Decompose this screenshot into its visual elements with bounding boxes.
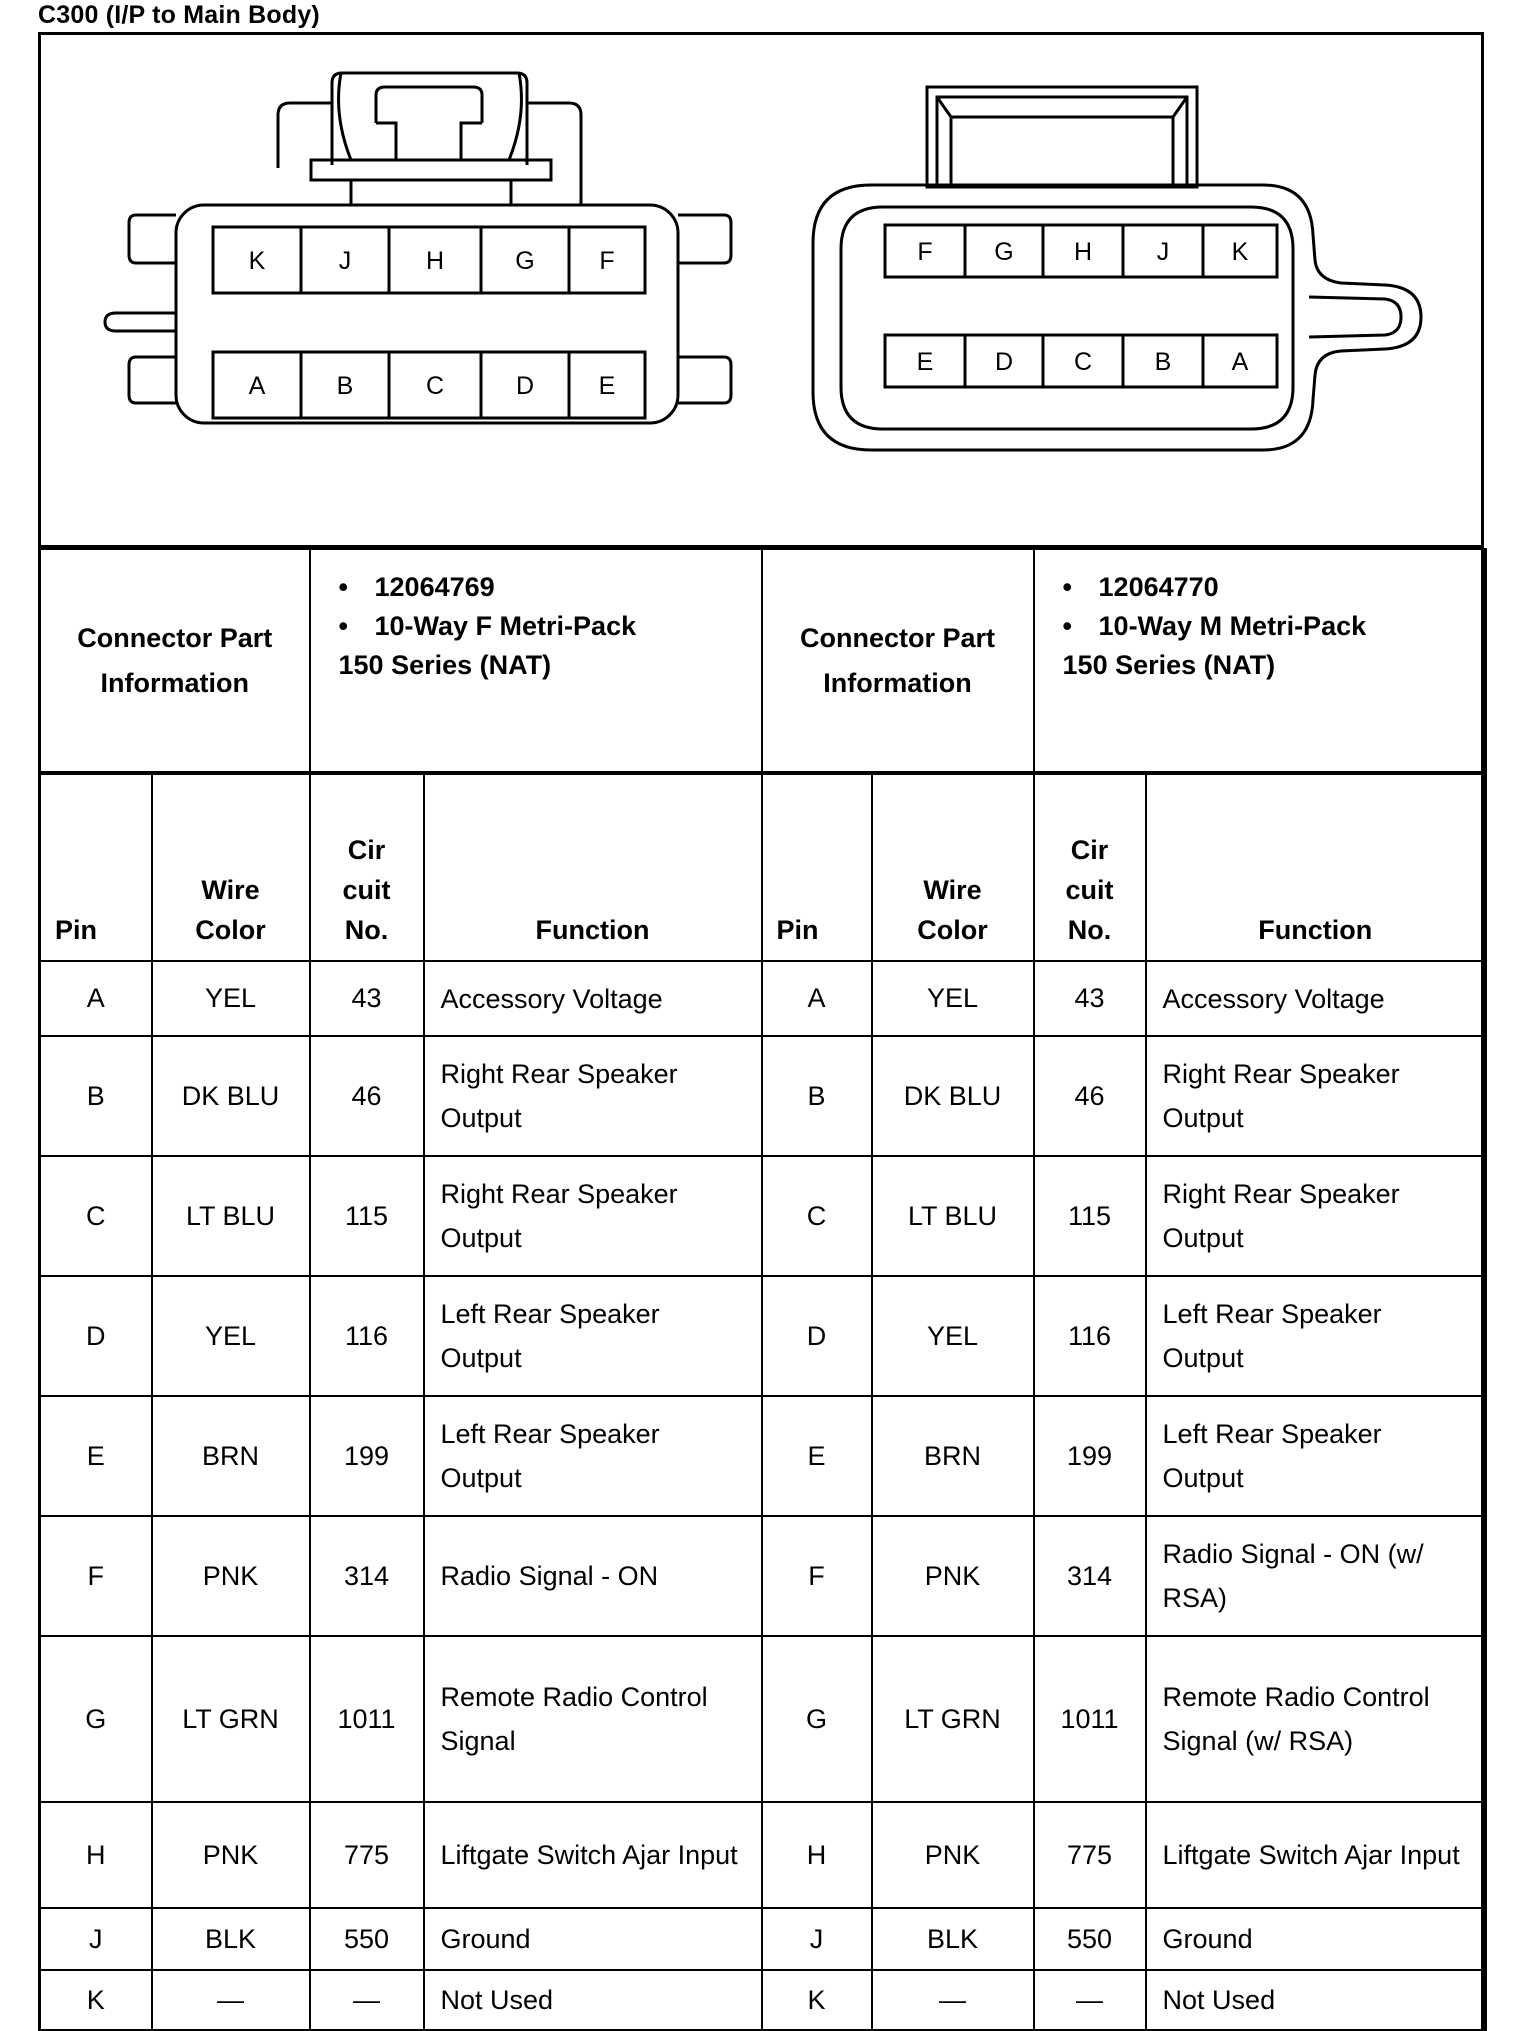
table-row — [40, 1970, 1486, 2030]
circuit-cell: 46 — [1034, 1036, 1146, 1156]
wire-color-cell: YEL — [872, 961, 1034, 1036]
circuit-cell: 314 — [310, 1516, 424, 1636]
pin-cell: H — [40, 1802, 152, 1908]
header-wire-color: Wire Color — [152, 773, 310, 961]
latch-inner — [937, 97, 1187, 187]
keyway — [1309, 297, 1401, 337]
wire-color-cell: PNK — [872, 1516, 1034, 1636]
pin-cell: E — [762, 1396, 872, 1516]
header-pin: Pin — [762, 773, 872, 961]
pin-cell: A — [40, 961, 152, 1036]
series-left: 150 Series (NAT) — [338, 650, 552, 680]
header-wire-color: Wire Color — [872, 773, 1034, 961]
female-cavity-label: E — [598, 372, 616, 400]
header-row — [40, 773, 1486, 961]
pin-cell: K — [762, 1970, 872, 2030]
table-row — [40, 1636, 1486, 1802]
female-cavity-label: F — [599, 247, 615, 275]
page-title: C300 (I/P to Main Body) — [38, 1, 320, 29]
circuit-cell: 199 — [1034, 1396, 1146, 1516]
wire-color-cell: PNK — [872, 1802, 1034, 1908]
wire-color-cell: — — [152, 1970, 310, 2030]
wire-color-cell: BRN — [872, 1396, 1034, 1516]
connector-info-row — [40, 549, 1486, 773]
side-tab — [129, 357, 176, 403]
header-pin: Pin — [40, 773, 152, 961]
connector-info-label-right: Connector Part Information — [762, 549, 1034, 773]
pin-cell: C — [762, 1156, 872, 1276]
latch-housing — [278, 73, 581, 205]
function-cell: Not Used — [1146, 1970, 1486, 2030]
pin-cell: D — [40, 1276, 152, 1396]
wire-color-cell: DK BLU — [152, 1036, 310, 1156]
connector-type-left: 10-Way F Metri-Pack — [374, 611, 637, 641]
function-cell: Radio Signal - ON (w/ RSA) — [1146, 1516, 1486, 1636]
male-cavity-label: K — [1231, 238, 1249, 266]
male-cavity-label: J — [1156, 238, 1170, 266]
circuit-cell: 775 — [1034, 1802, 1146, 1908]
pin-cell: E — [40, 1396, 152, 1516]
male-cavity-label: B — [1154, 348, 1172, 376]
wire-color-cell: BRN — [152, 1396, 310, 1516]
wire-color-cell: YEL — [872, 1276, 1034, 1396]
table-row — [40, 1276, 1486, 1396]
pin-cell: G — [40, 1636, 152, 1802]
latch-tab — [376, 87, 482, 160]
wire-color-cell: YEL — [152, 1276, 310, 1396]
female-cavity-group — [213, 227, 645, 418]
female-cavity-label: A — [248, 372, 266, 400]
function-cell: Ground — [1146, 1908, 1486, 1970]
function-cell: Not Used — [424, 1970, 762, 2030]
table-row — [40, 961, 1486, 1036]
pin-cell: B — [40, 1036, 152, 1156]
pin-cell: C — [40, 1156, 152, 1276]
circuit-cell: — — [1034, 1970, 1146, 2030]
function-cell: Remote Radio Control Signal — [424, 1636, 762, 1802]
function-cell: Liftgate Switch Ajar Input — [1146, 1802, 1486, 1908]
wire-color-cell: YEL — [152, 961, 310, 1036]
function-cell: Right Rear Speaker Output — [1146, 1156, 1486, 1276]
function-cell: Left Rear Speaker Output — [1146, 1276, 1486, 1396]
female-cavity-label: G — [515, 247, 535, 275]
wire-color-cell: LT BLU — [152, 1156, 310, 1276]
male-cavity-label: G — [994, 238, 1014, 266]
connector-info-label-left: Connector Part Information — [40, 549, 310, 773]
wire-color-cell: PNK — [152, 1516, 310, 1636]
function-cell: Left Rear Speaker Output — [424, 1396, 762, 1516]
male-cavity-label: A — [1231, 348, 1249, 376]
table-row — [40, 1396, 1486, 1516]
part-number-right: 12064770 — [1098, 572, 1219, 602]
pin-cell: D — [762, 1276, 872, 1396]
header-circuit: Cir cuit No. — [1034, 773, 1146, 961]
side-tab — [129, 215, 176, 263]
function-cell: Accessory Voltage — [424, 961, 762, 1036]
female-cavity-label: H — [425, 247, 445, 275]
function-cell: Remote Radio Control Signal (w/ RSA) — [1146, 1636, 1486, 1802]
female-cavity-label: B — [336, 372, 354, 400]
wire-color-cell: BLK — [872, 1908, 1034, 1970]
male-cavity-label: C — [1073, 348, 1093, 376]
circuit-cell: 115 — [310, 1156, 424, 1276]
male-cavity-label: D — [994, 348, 1014, 376]
wire-color-cell: LT BLU — [872, 1156, 1034, 1276]
pin-cell: A — [762, 961, 872, 1036]
function-cell: Liftgate Switch Ajar Input — [424, 1802, 762, 1908]
pin-cell: J — [40, 1908, 152, 1970]
circuit-cell: 43 — [1034, 961, 1146, 1036]
circuit-cell: 1011 — [310, 1636, 424, 1802]
connector-info-right: • 12064770 • 10-Way M Metri-Pack 150 Series (NAT) — [1034, 549, 1486, 773]
function-cell: Left Rear Speaker Output — [1146, 1396, 1486, 1516]
pin-cell: G — [762, 1636, 872, 1802]
circuit-cell: 314 — [1034, 1516, 1146, 1636]
female-cavity-label: D — [515, 372, 535, 400]
wire-color-cell: DK BLU — [872, 1036, 1034, 1156]
circuit-cell: 43 — [310, 961, 424, 1036]
male-cavity-label: H — [1073, 238, 1093, 266]
wire-color-cell: — — [872, 1970, 1034, 2030]
function-cell: Accessory Voltage — [1146, 961, 1486, 1036]
header-function: Function — [424, 773, 762, 961]
wire-color-cell: LT GRN — [152, 1636, 310, 1802]
pin-cell: F — [762, 1516, 872, 1636]
side-tab — [105, 313, 176, 331]
table-row — [40, 1516, 1486, 1636]
female-cavity-label: K — [248, 247, 266, 275]
pin-rows — [40, 961, 1486, 2030]
function-cell: Right Rear Speaker Output — [424, 1156, 762, 1276]
table-row — [40, 1036, 1486, 1156]
connector-info-left: • 12064769 • 10-Way F Metri-Pack 150 Series (NAT) — [310, 549, 762, 773]
connector-type-right: 10-Way M Metri-Pack — [1098, 611, 1367, 641]
female-cavity-label: C — [425, 372, 445, 400]
pin-cell: J — [762, 1908, 872, 1970]
pin-cell: B — [762, 1036, 872, 1156]
circuit-cell: 115 — [1034, 1156, 1146, 1276]
table-row — [40, 1802, 1486, 1908]
series-right: 150 Series (NAT) — [1062, 650, 1276, 680]
circuit-cell: 550 — [310, 1908, 424, 1970]
female-cavity-label: J — [338, 247, 352, 275]
pin-cell: F — [40, 1516, 152, 1636]
pinout-table — [38, 548, 1487, 2031]
function-cell: Right Rear Speaker Output — [1146, 1036, 1486, 1156]
function-cell: Ground — [424, 1908, 762, 1970]
pin-cell: K — [40, 1970, 152, 2030]
function-cell: Radio Signal - ON — [424, 1516, 762, 1636]
circuit-cell: 116 — [310, 1276, 424, 1396]
circuit-cell: 116 — [1034, 1276, 1146, 1396]
table-row — [40, 1156, 1486, 1276]
header-function: Function — [1146, 773, 1486, 961]
latch-leg — [351, 180, 511, 205]
part-number-left: 12064769 — [374, 572, 495, 602]
latch-bar — [311, 160, 551, 180]
circuit-cell: 1011 — [1034, 1636, 1146, 1802]
circuit-cell: — — [310, 1970, 424, 2030]
circuit-cell: 199 — [310, 1396, 424, 1516]
table-row — [40, 1908, 1486, 1970]
latch-inner — [937, 97, 1187, 187]
connector-diagram — [41, 35, 1481, 545]
pin-cell: H — [762, 1802, 872, 1908]
wire-color-cell: PNK — [152, 1802, 310, 1908]
male-cavity-label: E — [916, 348, 934, 376]
function-cell: Left Rear Speaker Output — [424, 1276, 762, 1396]
wire-color-cell: LT GRN — [872, 1636, 1034, 1802]
function-cell: Right Rear Speaker Output — [424, 1036, 762, 1156]
connector-diagram-area — [41, 35, 1481, 548]
side-tab — [678, 357, 731, 403]
side-tab — [678, 215, 731, 263]
circuit-cell: 46 — [310, 1036, 424, 1156]
header-circuit: Cir cuit No. — [310, 773, 424, 961]
wire-color-cell: BLK — [152, 1908, 310, 1970]
male-cavity-label: F — [917, 238, 933, 266]
circuit-cell: 550 — [1034, 1908, 1146, 1970]
circuit-cell: 775 — [310, 1802, 424, 1908]
latch-frame — [927, 87, 1197, 187]
male-cavity-group — [885, 225, 1277, 387]
